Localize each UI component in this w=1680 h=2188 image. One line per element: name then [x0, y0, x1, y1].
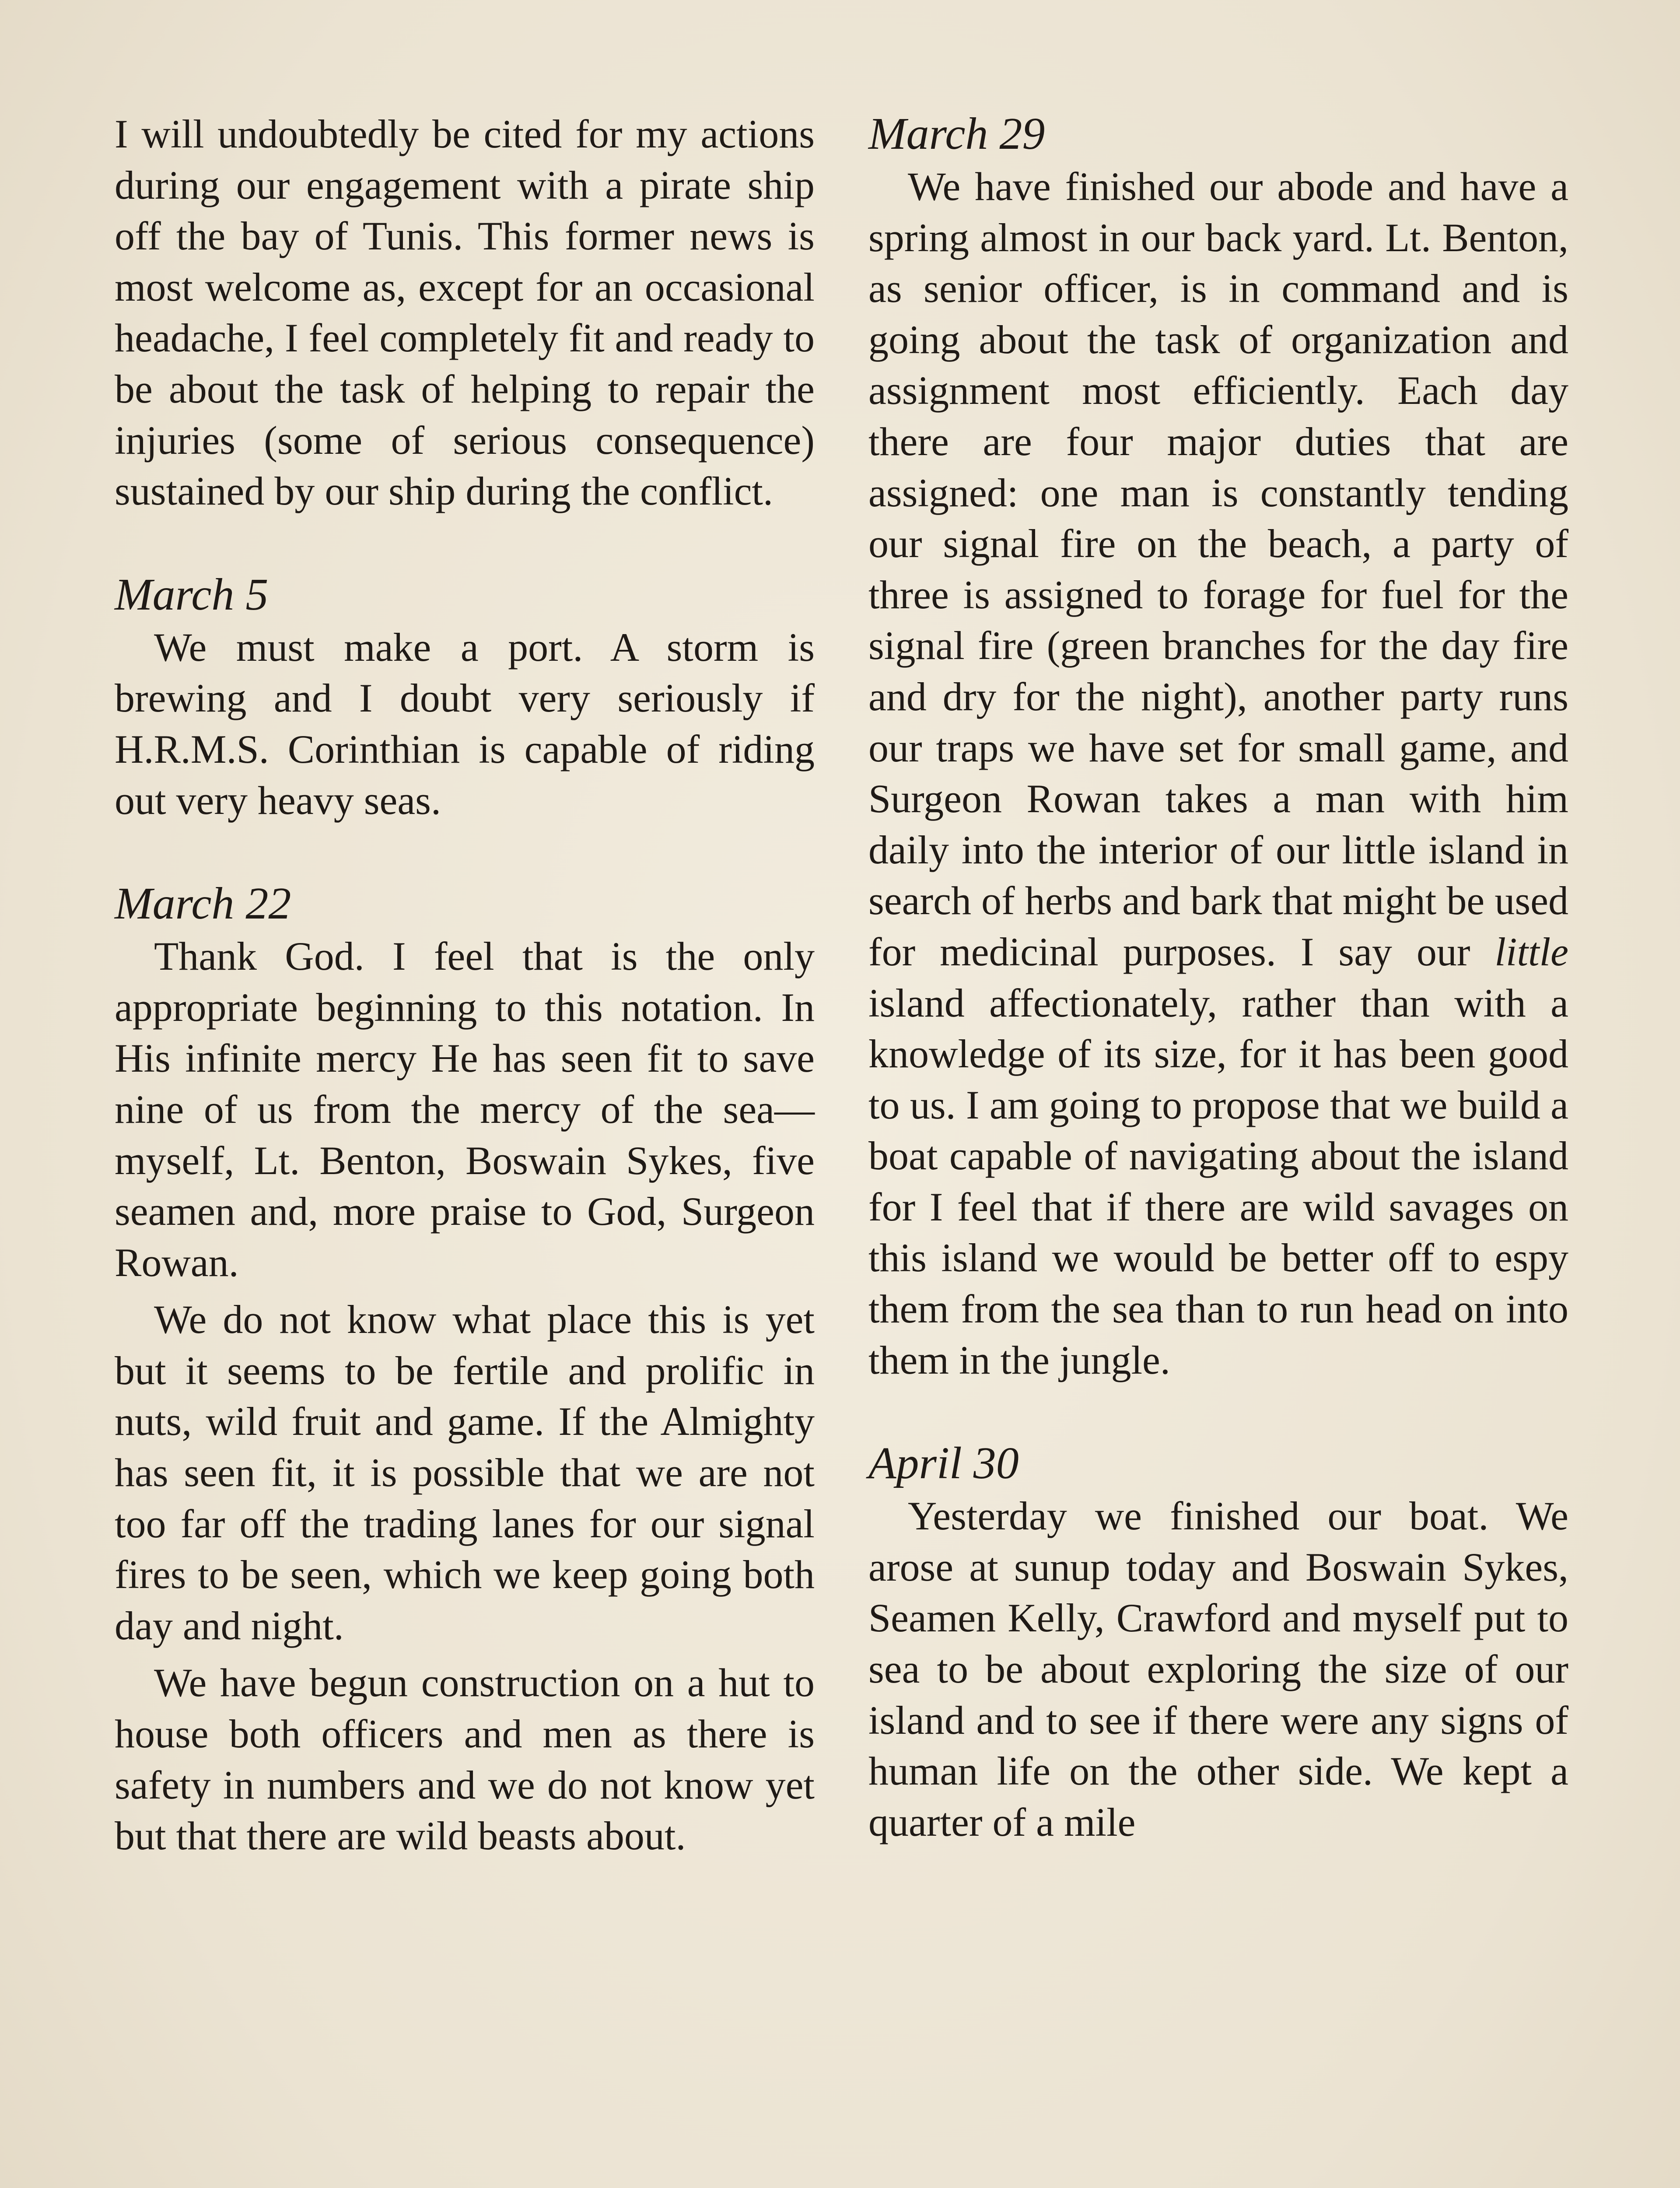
paragraph-text: I say our: [1276, 929, 1495, 974]
entry-date: April 30: [868, 1438, 1019, 1489]
paragraph-text: We have finished our abode and have a spring almost in our back yard. Lt. Benton, as senior officer, is in command and is going about the task of organization and assignment most efficiently. Each day there are four major duties that are assigned: one man is constantly tending our signal fire on the beach, a party of three is assigned to forage for fuel for the signal fire (green branches for the day fire and dry for the night), another party runs our traps we have set for small game, and Surgeon Rowan takes a man with him daily into the interior of our little island in search of herbs and bark that might be used for medicinal purposes.: [868, 164, 1568, 974]
paragraph: We do not know what place this is yet but it seems to be fertile and prolific in nuts, wild fruit and game. If the Almighty has seen fit, it is possible that we are not too far off the trading lanes for our signal fires to be seen, which we keep going both day and night.: [115, 1297, 815, 1648]
paragraph: [868, 161, 1568, 1385]
entry-date: March 29: [868, 109, 1045, 159]
entry-april-30: [868, 1438, 1568, 1848]
entry-march-5: [115, 569, 815, 826]
entry-march-29: [868, 109, 1568, 1385]
paragraph-text: island affectionately, rather than with a knowledge of its size, for it has been good to us. I am going to propose that we build a boat capable of navigating about the island for I feel that if there are wild savages on this island we would be better off to espy them from the sea than to run head on into them in the jungle.: [868, 980, 1568, 1382]
italic-word: little: [1494, 929, 1568, 974]
left-column: [115, 109, 815, 1862]
entry-continuation: [115, 109, 815, 517]
right-column: [868, 109, 1568, 1848]
paragraph: We must make a port. A storm is brewing and I doubt very seriously if H.R.M.S. Corinthian is capable of riding out very heavy seas.: [115, 624, 815, 823]
paragraph: I will undoubtedly be cited for my actions during our engagement with a pirate ship off the bay of Tunis. This former news is most welcome as, except for an occasional headache, I feel completely fit and ready to be about the task of helping to repair the injuries (some of serious consequence) sustained by our ship during the conflict.: [115, 112, 815, 514]
paragraph: We have begun construction on a hut to house both officers and men as there is safety in numbers and we do not know yet but that there are wild beasts about.: [115, 1660, 815, 1858]
entry-date: March 22: [115, 878, 291, 929]
paragraph: Yesterday we finished our boat. We arose at sunup today and Boswain Sykes, Seamen Kelly, Crawford and myself put to sea to be about exploring the size of our island and to see if there were any signs of human life on the other side. We kept a quarter of a mile: [868, 1494, 1568, 1844]
entry-date: March 5: [115, 569, 269, 620]
paragraph: Thank God. I feel that is the only appropriate beginning to this notation. In His infinite mercy He has seen fit to save nine of us from the mercy of the sea—myself, Lt. Benton, Boswain Sykes, five seamen and, more praise to God, Surgeon Rowan.: [115, 934, 815, 1285]
entry-march-22: [115, 878, 815, 1862]
